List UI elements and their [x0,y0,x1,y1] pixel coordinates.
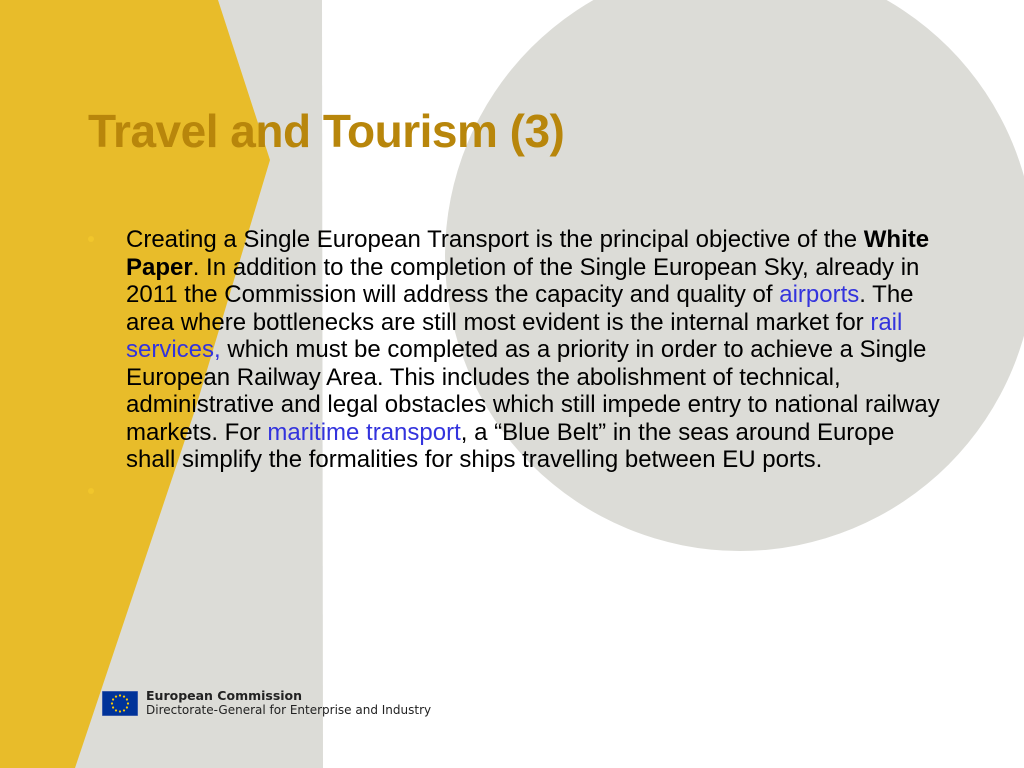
rail-services-link[interactable]: rail services, [126,308,903,363]
body-paragraph [126,226,946,474]
text-segment: , a “Blue Belt” in the seas around Europe shall simplify the formalities for ships travelling between EU ports. [126,418,895,473]
text-segment: . In addition to the completion of the Single European Sky, already in 2011 the Commission will address the capacity and quality of [126,253,920,308]
eu-star [127,702,129,704]
footer-logo-block [102,688,431,718]
eu-star [111,702,113,704]
slide-title: Travel and Tourism (3) [88,105,565,157]
text-segment: . The area where bottlenecks are still most evident is the internal market for [126,281,914,336]
eu-flag-icon [102,691,138,716]
white-paper-term: White Paper [126,226,930,281]
eu-star [112,706,114,708]
bullet-dot-icon [88,236,94,242]
footer-text [146,688,431,718]
airports-link[interactable]: airports [779,281,860,308]
bullet-list [88,226,948,498]
text-segment: which must be completed as a priority in order to achieve a Single European Railway Area. This includes the abolishment of technical, administrative and legal obstacles which still impede entry to national railway markets. For [126,336,940,446]
eu-star [123,695,125,697]
eu-star [119,694,121,696]
bullet-item [88,226,948,474]
empty-bullet-item [88,478,948,498]
eu-star [115,695,117,697]
department-name: Directorate-General for Enterprise and Industry [146,703,432,717]
eu-star [126,706,128,708]
eu-star [112,698,114,700]
eu-star [126,698,128,700]
eu-star [115,709,117,711]
eu-star [123,709,125,711]
eu-star [119,710,121,712]
text-segment: Creating a Single European Transport is the principal objective of the [126,226,864,253]
maritime-transport-link[interactable]: maritime transport [267,418,461,446]
bullet-dot-icon [88,488,94,494]
org-name: European Commission [146,688,303,703]
